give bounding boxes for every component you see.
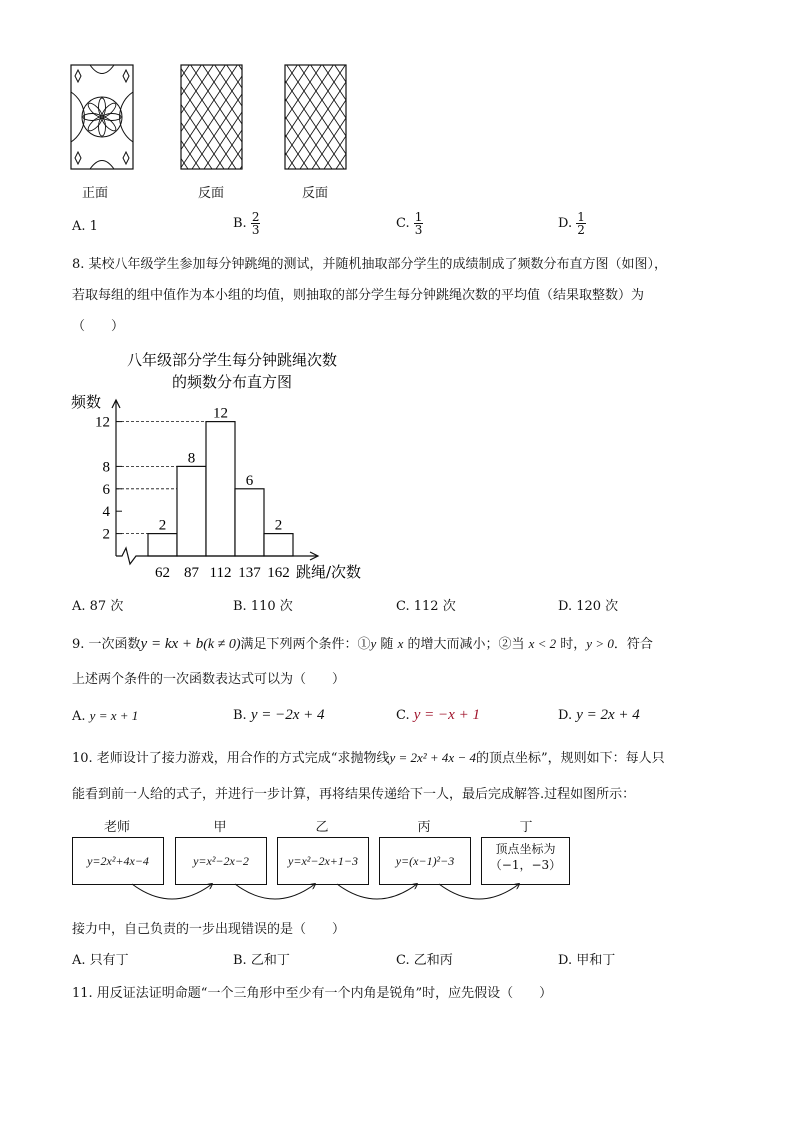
x-tick-label: 62 — [155, 565, 170, 581]
option-letter: A. — [72, 219, 86, 234]
histogram-bar — [235, 489, 264, 556]
y-tick-label: 12 — [95, 414, 110, 431]
option-letter: D. — [558, 216, 573, 231]
q9-stem-line1: 9. 一次函数y = kx + b(k ≠ 0)满足下列两个条件：①y 随 x 的增大而减小；②当 x < 2 时，y > 0．符合 — [72, 636, 653, 652]
x-axis-label: 跳绳/次数 — [296, 563, 362, 581]
bar-data-label: 12 — [213, 405, 228, 422]
q8-option-a[interactable]: A. 87 次 — [72, 599, 124, 614]
q10-option-b[interactable]: B. 乙和丁 — [233, 953, 290, 968]
q7-option-a[interactable] — [72, 219, 98, 234]
fraction: $\frac{1}{2}$ — [577, 210, 585, 237]
q8-option-d[interactable]: D. 120 次 — [558, 599, 619, 614]
q10-question: 接力中，自己负责的一步出现错误的是（ ） — [72, 922, 346, 937]
q8-option-c[interactable]: C. 112 次 — [396, 599, 456, 614]
histogram-bar — [177, 466, 206, 556]
relay-head-teacher: 老师 — [103, 820, 130, 835]
q10-option-d[interactable]: D. 甲和丁 — [558, 953, 616, 968]
relay-box-bing: y=(x−1)²−3 — [379, 837, 471, 885]
q7-option-b[interactable] — [233, 211, 260, 236]
q9-stem-line2: 上述两个条件的一次函数表达式可以为（ ） — [72, 672, 346, 687]
q8-stem-line3: （ ） — [72, 319, 125, 334]
x-tick-label: 112 — [209, 565, 232, 581]
bar-data-label: 6 — [245, 472, 254, 489]
card-back-2 — [285, 65, 346, 169]
fraction: $\frac{2}{3}$ — [251, 210, 260, 237]
card-label-back: 反面 — [302, 186, 329, 201]
relay-box-yi: y=x²−2x+1−3 — [277, 837, 369, 885]
histogram-bar — [264, 534, 293, 556]
card-front — [71, 65, 133, 169]
card-label-back: 反面 — [198, 186, 225, 201]
card-back-1 — [181, 65, 242, 169]
card-illustrations — [70, 64, 360, 172]
q9-option-d[interactable]: D. y = 2x + 4 — [558, 707, 640, 723]
q10-stem-line2: 能看到前一人给的式子，并进行一步计算，再将结果传递给下一人，最后完成解答.过程如图所示： — [72, 787, 636, 802]
vertex-value: （−1，−3） — [489, 858, 562, 872]
vertex-label: 顶点坐标为 — [495, 842, 556, 856]
q9-option-b[interactable]: B. y = −2x + 4 — [233, 707, 325, 723]
arrow-icon — [439, 884, 519, 899]
relay-head-bing: 丙 — [417, 820, 431, 835]
bar-data-label: 2 — [158, 517, 167, 534]
x-tick-label: 162 — [267, 565, 290, 581]
relay-box-jia: y=x²−2x−2 — [175, 837, 267, 885]
y-tick-label: 8 — [102, 459, 110, 476]
q10-stem-line1: 10. 老师设计了接力游戏，用合作的方式完成“求抛物线y = 2x² + 4x − 4的顶点坐标”，规则如下：每人只 — [72, 750, 665, 766]
q9-option-c[interactable]: C. y = −x + 1 — [396, 707, 480, 723]
x-tick-label: 87 — [184, 565, 199, 581]
q11-stem-line1: 11. 用反证法证明命题“一个三角形中至少有一个内角是锐角”时，应先假设（ ） — [72, 986, 553, 1001]
arrow-icon — [235, 884, 315, 899]
q10-option-c[interactable]: C. 乙和丙 — [396, 953, 453, 968]
q7-option-d[interactable] — [558, 211, 586, 236]
bar-data-label: 8 — [187, 450, 196, 467]
histogram-bar — [148, 534, 177, 556]
relay-box-teacher: y=2x²+4x−4 — [72, 837, 164, 885]
chart-subtitle: 的频数分布直方图 — [171, 373, 293, 391]
q8-stem-line1: 8. 某校八年级学生参加每分钟跳绳的测试，并随机抽取部分学生的成绩制成了频数分布直方图（如图）， — [72, 257, 668, 272]
relay-head-yi: 乙 — [315, 820, 329, 835]
option-value: 1 — [89, 219, 98, 234]
relay-box-ding — [481, 837, 570, 885]
y-tick-label: 2 — [102, 526, 110, 543]
chart-title: 八年级部分学生每分钟跳绳次数 — [126, 351, 338, 369]
histogram-bar — [206, 422, 235, 556]
fraction: $\frac{1}{3}$ — [414, 210, 423, 237]
q7-option-c[interactable] — [396, 211, 423, 236]
q8-option-b[interactable]: B. 110 次 — [233, 599, 293, 614]
y-tick-label: 6 — [102, 481, 110, 498]
x-tick-label: 137 — [238, 565, 261, 581]
option-letter: B. — [233, 216, 247, 231]
relay-head-ding: 丁 — [519, 820, 533, 835]
arrow-icon — [132, 884, 212, 899]
y-axis-label: 频数 — [71, 393, 102, 411]
relay-head-jia: 甲 — [213, 820, 227, 835]
q9-option-a[interactable]: A. y = x + 1 — [72, 708, 139, 724]
q10-option-a[interactable]: A. 只有丁 — [72, 953, 129, 968]
q8-stem-line2: 若取每组的组中值作为本小组的均值，则抽取的部分学生每分钟跳绳次数的平均值（结果取整数）为 — [72, 288, 645, 303]
frequency-histogram — [60, 348, 390, 588]
arrow-icon — [337, 884, 417, 899]
bar-data-label: 2 — [274, 517, 283, 534]
card-label-front: 正面 — [82, 186, 109, 201]
relay-arrows — [72, 880, 592, 910]
option-letter: C. — [396, 216, 410, 231]
y-tick-label: 4 — [102, 504, 110, 521]
